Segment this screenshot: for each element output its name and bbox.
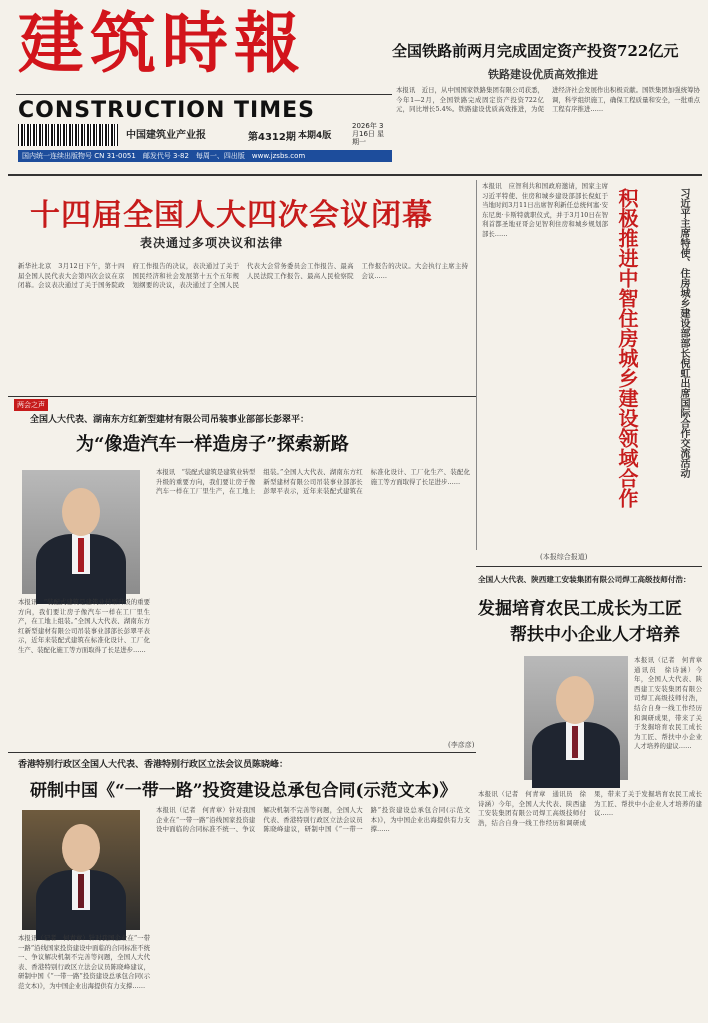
story3-headline-line2: 帮扶中小企业人才培养	[510, 625, 680, 645]
story2-body: 本报讯 “装配式建筑是建筑业转型升级的重要方向，我们要让房子像汽车一样在工厂里生产，在工地上组装。”全国人大代表、湖南东方红新型建材有限公司吊装事业部部长彭翠平表示，近年来装配式建筑在标准化设计、工厂化生产、装配化施工等方面取得了长足进步……	[156, 468, 470, 496]
story4-photo	[22, 810, 140, 930]
top-story-subtitle: 铁路建设优质高效推进	[488, 68, 598, 81]
story2-headline: 为“像造汽车一样造房子”探索新路	[76, 434, 349, 455]
issue-date: 2026年 3月16日 星期一	[352, 122, 385, 146]
lead-headline: 十四届全国人大四次会议闭幕	[30, 198, 433, 233]
story4-body-col1: 本报讯（记者 何青章）针对我国企业在“一带一路”沿线国家投资建设中面临的合同标准不统一、争议解决机制不完善等问题，全国人大代表、香港特别行政区立法会议员陈晓峰建议，研制中国《“一带一路”投资建设总承包合同(示范文本)》，为中国企业出海提供有力支撑……	[18, 934, 150, 990]
story2-body-col1: 本报讯 “装配式建筑是建筑业转型升级的重要方向，我们要让房子像汽车一样在工厂里生产，在工地上组装。”全国人大代表、湖南东方红新型建材有限公司吊装事业部部长彭翠平表示，近年来装配式建筑在标准化设计、工厂化生产、装配化施工等方面取得了长足进步……	[18, 598, 150, 654]
lead-body: 新华社北京 3月12日下午，第十四届全国人民代表大会第四次会议在京闭幕。会议表决通过了关于国务院政府工作报告的决议，表决通过了关于国民经济和社会发展第十五个五年规划纲要的决议，表决通过了全国人民代表大会常务委员会工作报告、最高人民法院工作报告、最高人民检察院工作报告的决议。大会执行主席主持会议……	[18, 262, 468, 290]
story3-kicker: 全国人大代表、陕西建工安装集团有限公司焊工高级技师付浩：	[478, 575, 691, 584]
masthead-rule	[16, 94, 392, 95]
story2-byline: (李彦彦)	[448, 741, 475, 749]
story2-photo	[22, 470, 140, 594]
section-tag: 两会之声	[14, 399, 48, 411]
story4-headline: 研制中国《“一带一路”投资建设总承包合同(示范文本)》	[30, 781, 457, 801]
right-feature-headline: 积极推进中智住房城乡建设领域合作	[615, 188, 639, 508]
story3-headline-line1: 发掘培育农民工成长为工匠	[478, 599, 682, 619]
publisher-name: 中国建筑业产业报	[126, 130, 206, 141]
masthead-info-bar: 国内统一连续出版物号 CN 31-0051 邮发代号 3-82 每周一、四出版 www.jzsbs.com	[18, 150, 392, 162]
section-divider	[8, 174, 702, 176]
masthead-english-title: CONSTRUCTION TIMES	[18, 98, 315, 123]
lead-subtitle: 表决通过多项决议和法律	[140, 236, 284, 250]
story4-kicker: 香港特别行政区全国人大代表、香港特别行政区立法会议员陈晓峰：	[18, 760, 289, 770]
top-story-body: 本报讯 近日，从中国国家铁路集团有限公司获悉，今年1—2月，全国铁路完成固定资产投资722亿元，同比增长5.4%。铁路建设优质高效推进，为促进经济社会发展作出积极贡献。国铁集团加强统筹协调，科学组织施工，确保工程质量和安全，一批重点工程有序推进……	[396, 86, 700, 114]
story3-rule	[476, 566, 702, 567]
story3-body-side: 本报讯（记者 何青章 通讯员 徐诗涵）今年，全国人大代表、陕西建工安装集团有限公司焊工高级技师付浩，结合自身一线工作经历和调研成果，带来了关于发掘培育农民工成长为工匠、帮扶中小企业人才培养的建议……	[634, 656, 708, 751]
column-divider	[476, 180, 477, 550]
right-feature-kicker: 习近平主席特使、住房城乡建设部部长倪虹出席国际合作交流活动	[678, 188, 689, 478]
story4-body: 本报讯（记者 何青章）针对我国企业在“一带一路”沿线国家投资建设中面临的合同标准不统一、争议解决机制不完善等问题，全国人大代表、香港特别行政区立法会议员陈晓峰建议，研制中国《“一带一路”投资建设总承包合同(示范文本)》，为中国企业出海提供有力支撑……	[156, 806, 470, 834]
story3-body: 本报讯（记者 何青章 通讯员 徐诗涵）今年，全国人大代表、陕西建工安装集团有限公司焊工高级技师付浩，结合自身一线工作经历和调研成果，带来了关于发掘培育农民工成长为工匠、帮扶中小企业人才培养的建议……	[478, 790, 702, 827]
story2-kicker: 全国人大代表、湖南东方红新型建材有限公司吊装事业部部长彭翠平：	[30, 415, 310, 425]
right-feature-byline: (本报综合报道)	[540, 553, 588, 561]
barcode-icon	[18, 124, 118, 146]
story3-photo	[524, 656, 628, 780]
story4-rule	[8, 752, 476, 753]
top-story-headline: 全国铁路前两月完成固定资产投资722亿元	[392, 42, 679, 60]
masthead-title: 建筑時報	[18, 4, 306, 82]
story2-rule	[8, 396, 476, 397]
page-count: 本期4版	[298, 131, 332, 141]
issue-number: 第4312期	[248, 132, 296, 143]
right-feature-body: 本报讯 应智利共和国政府邀请，国家主席习近平特使、住房和城乡建设部部长倪虹于当地时间3月11日出席智利新任总统何塞·安东尼奥·卡斯特就职仪式，并于3月10日在智利首都圣地亚哥会见智利住房和城乡规划部部长……	[482, 182, 608, 238]
